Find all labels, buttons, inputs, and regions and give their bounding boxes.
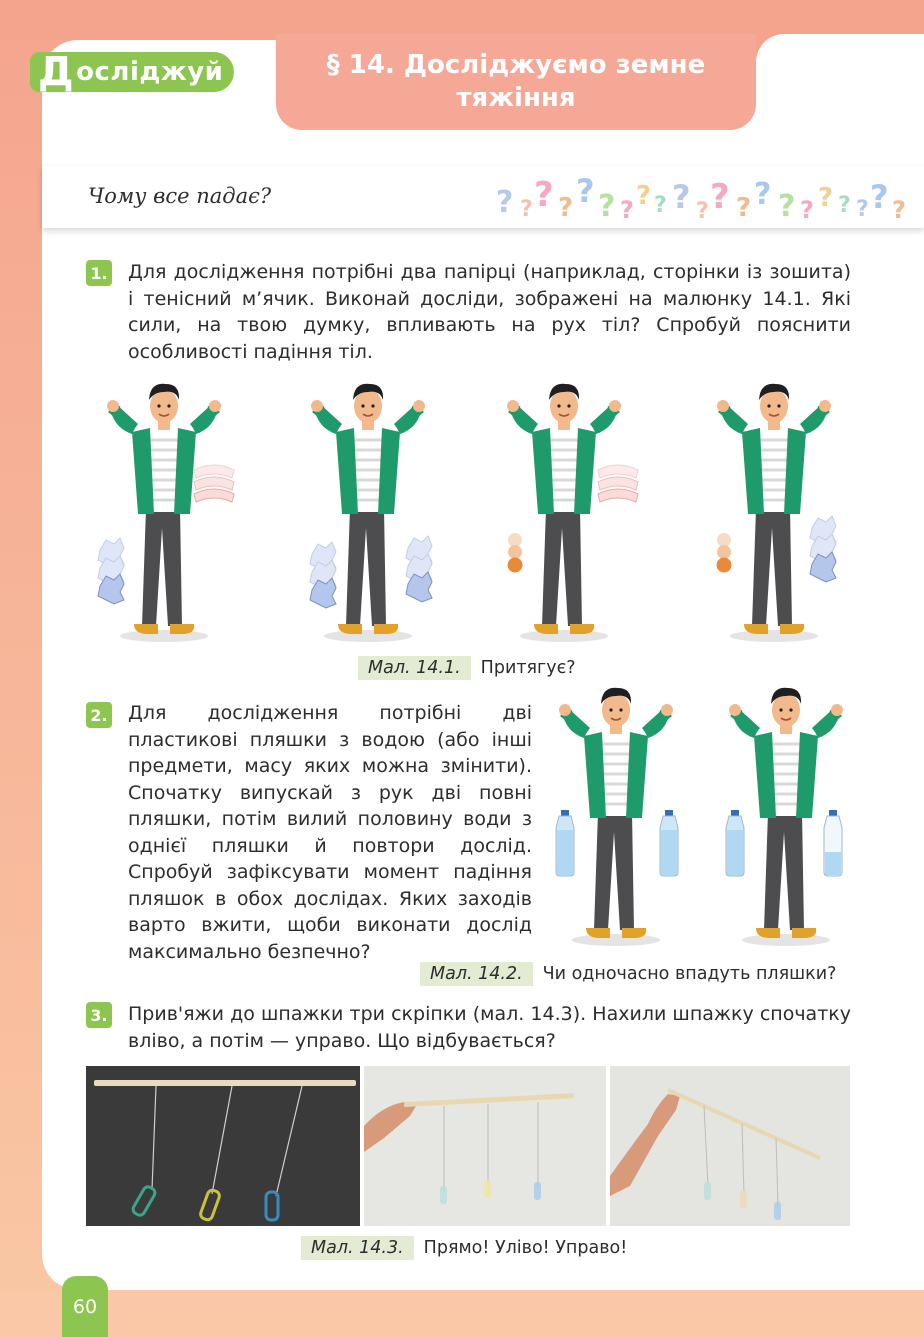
figure-caption-14-3 [301,1236,627,1260]
svg-text:?: ? [754,177,772,212]
svg-text:?: ? [818,183,834,213]
svg-text:?: ? [576,172,595,210]
header-corner [756,34,924,130]
figure-caption-14-1 [358,656,575,680]
svg-text:?: ? [696,199,709,224]
figure-caption-text-14-1: Притягує? [480,658,576,678]
section-title-line2: тяжіння [456,83,576,113]
question-marks-decoration [496,168,916,226]
svg-text:?: ? [654,193,667,218]
section-tag-rest: осліджуй [76,57,224,87]
svg-text:?: ? [736,193,752,223]
figure-14-1 [86,378,896,648]
photo-skewer-straight [86,1066,360,1226]
svg-text:?: ? [800,196,814,224]
task-text-2: Для дослідження потрібні дві пластикові пляшки з водою (або інші предмети, масу яких можна змінити). Спочатку випускай з рук дві повні пляшки, потім вилий половину води з однієї пляшки й повтори дослід. Спробуй зафіксувати момент падіння пляшок в обох дослідах. Яких заходів варто вжити, щоби виконати дослід максимально безпечно? [128,702,532,963]
figure-label-14-3: Мал. 14.3. [301,1236,414,1260]
figure-label-14-1: Мал. 14.1. [358,656,471,680]
svg-text:?: ? [620,196,634,224]
svg-text:?: ? [598,189,616,224]
task-text-3: Прив'яжи до шпажки три скріпки (мал. 14.3). Нахили шпажку спочатку вліво, а потім — управо. Що відбувається? [128,1003,851,1052]
svg-text:?: ? [778,189,796,224]
svg-text:?: ? [856,197,869,222]
svg-text:?: ? [558,193,574,223]
section-tag-first-letter: Д [38,49,75,95]
svg-text:?: ? [892,196,906,224]
task-text-1: Для дослідження потрібні два папірці (наприклад, сторінки із зошита) і тенісний м’ячик. Виконай досліди, зображені на малюнку 14.1. Які сили, на твою думку, впливають на рух тіл? Спробуй пояснити особливості падіння тіл. [128,261,851,363]
figure-14-2 [550,682,860,948]
page-number: 60 [62,1276,108,1337]
section-title-line1: § 14. Досліджуємо земне [326,50,706,80]
svg-text:?: ? [672,178,691,216]
photo-skewer-right [610,1066,850,1226]
svg-text:?: ? [838,193,851,218]
svg-text:?: ? [636,181,652,211]
section-title [276,34,756,130]
task-number-2: 2. [86,702,112,728]
section-tag [30,49,234,95]
figure-caption-text-14-3: Прямо! Уліво! Управо! [423,1238,628,1258]
figure-caption-text-14-2: Чи одночасно впадуть пляшки? [542,964,837,984]
svg-text:?: ? [534,175,554,215]
svg-text:?: ? [870,178,889,216]
task-number-3: 3. [86,1002,112,1028]
task-number-1: 1. [86,260,112,286]
svg-text:?: ? [520,197,533,222]
svg-text:?: ? [710,177,730,217]
bottom-strip [0,1290,924,1337]
svg-text:?: ? [496,185,514,220]
photo-skewer-left [364,1066,606,1226]
figure-label-14-2: Мал. 14.2. [420,962,533,986]
question-band [42,166,924,228]
question-text: Чому все падає? [88,184,272,208]
figure-caption-14-2 [420,962,836,986]
